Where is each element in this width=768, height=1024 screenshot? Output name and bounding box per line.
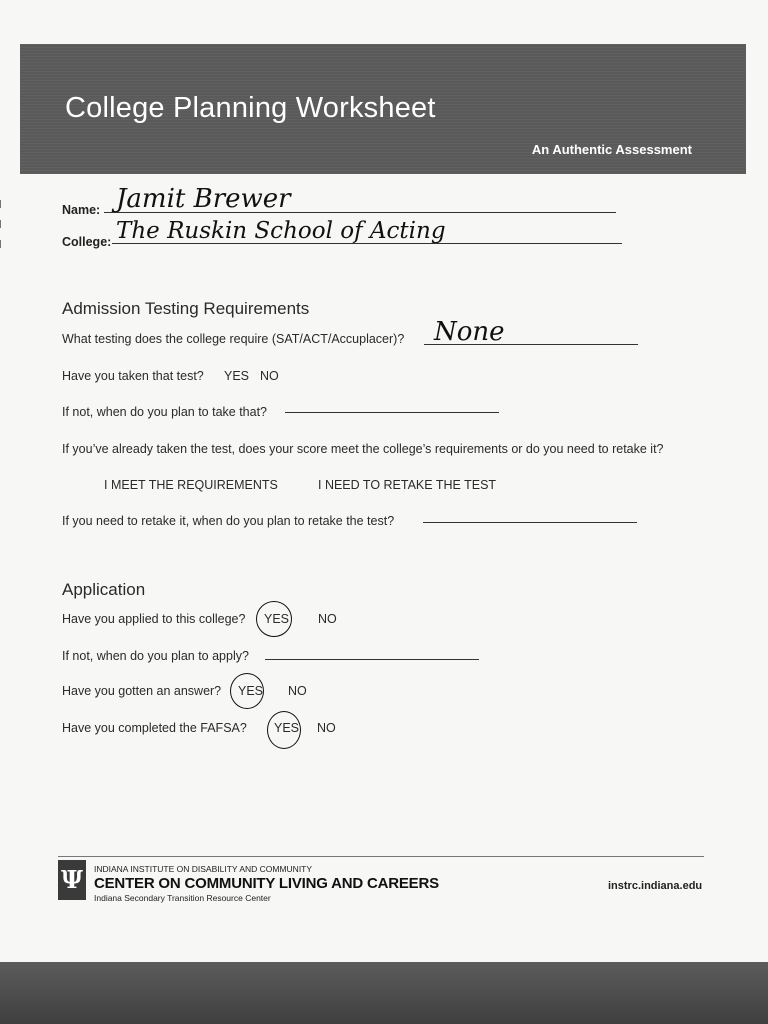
scan-edge-marks [0, 200, 2, 260]
a-testing-required-handwritten: None [434, 317, 505, 347]
test-taken-yes-option[interactable]: YES [224, 369, 250, 383]
footer-institute: INDIANA INSTITUTE ON DISABILITY AND COMMUNITY [94, 864, 313, 874]
fafsa-no-option[interactable]: NO [317, 721, 336, 735]
q-plan-test: If not, when do you plan to take that? [62, 405, 268, 419]
answer-yes-option[interactable]: YES [238, 684, 264, 698]
opt-retake-test[interactable]: I NEED TO RETAKE THE TEST [318, 478, 497, 492]
test-taken-no-option[interactable]: NO [260, 369, 279, 383]
college-line[interactable] [112, 243, 622, 244]
fafsa-yes-circle [267, 711, 301, 749]
footer-divider [58, 856, 704, 857]
fafsa-yes-option[interactable]: YES [274, 721, 300, 735]
testing-heading: Admission Testing Requirements [62, 299, 310, 318]
q-applied: Have you applied to this college? [62, 612, 246, 626]
testing-required-line[interactable] [424, 344, 638, 345]
retake-when-line[interactable] [423, 522, 637, 523]
footer-center-name: CENTER ON COMMUNITY LIVING AND CAREERS [94, 875, 439, 892]
name-line[interactable] [104, 212, 616, 213]
scan-bottom-band [0, 962, 768, 1024]
applied-no-option[interactable]: NO [318, 612, 337, 626]
page-title: College Planning Worksheet [65, 92, 436, 124]
answer-no-option[interactable]: NO [288, 684, 307, 698]
college-handwritten: The Ruskin School of Acting [116, 218, 446, 244]
application-heading: Application [62, 580, 146, 599]
q-testing-required: What testing does the college require (SAT/ACT/Accuplacer)? [62, 332, 405, 346]
header-banner [20, 44, 746, 174]
q-when-apply: If not, when do you plan to apply? [62, 649, 249, 663]
applied-yes-circle [256, 601, 292, 637]
q-test-taken: Have you taken that test? [62, 369, 204, 383]
q-fafsa: Have you completed the FAFSA? [62, 721, 247, 735]
opt-meet-requirements[interactable]: I MEET THE REQUIREMENTS [104, 478, 278, 492]
q-score-meets: If you’ve already taken the test, does your score meet the college’s requirements or do you need to retake it? [62, 442, 664, 456]
q-retake-when: If you need to retake it, when do you plan to retake the test? [62, 514, 395, 528]
answer-yes-circle [230, 673, 264, 709]
when-apply-line[interactable] [265, 659, 479, 660]
name-label: Name: [62, 203, 101, 217]
name-handwritten: Jamit Brewer [116, 184, 291, 214]
applied-yes-option[interactable]: YES [264, 612, 290, 626]
footer-resource-center: Indiana Secondary Transition Resource Center [94, 893, 271, 903]
q-gotten-answer: Have you gotten an answer? [62, 684, 222, 698]
page-subtitle: An Authentic Assessment [531, 142, 692, 157]
college-label: College: [62, 235, 112, 249]
footer-url: instrc.indiana.edu [608, 880, 703, 892]
iu-trident-logo-icon: Ψ [58, 860, 86, 900]
plan-test-line[interactable] [285, 412, 499, 413]
